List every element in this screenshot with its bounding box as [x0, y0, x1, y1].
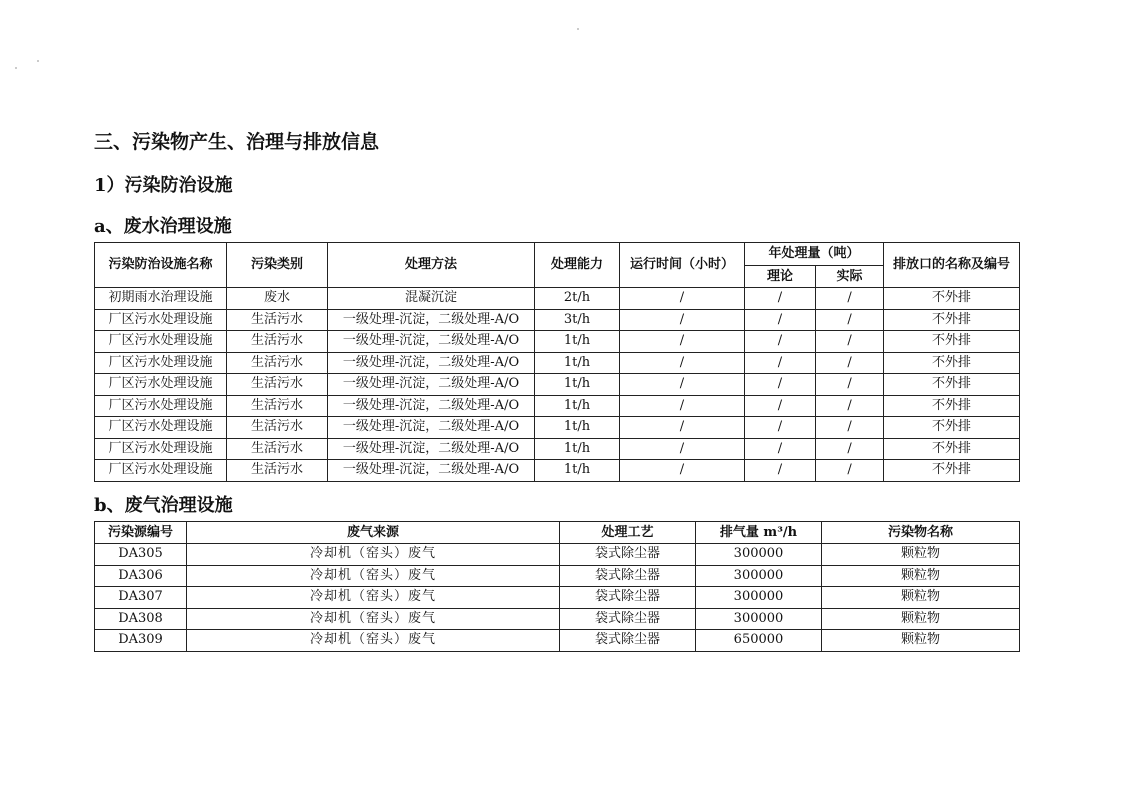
cell-pollution-type: 生活污水 — [227, 374, 328, 396]
cell-theory: / — [745, 331, 816, 353]
col-header-actual: 实际 — [816, 266, 884, 288]
table-row — [95, 565, 1020, 587]
cell-actual: / — [816, 460, 884, 482]
cell-method: 一级处理-沉淀，二级处理-A/O — [328, 395, 535, 417]
cell-theory: / — [745, 417, 816, 439]
cell-gas-source: 冷却机（窑头）废气 — [187, 608, 560, 630]
cell-theory: / — [745, 460, 816, 482]
cell-theory: / — [745, 374, 816, 396]
waste-gas-facilities-table — [94, 521, 1020, 652]
cell-theory: / — [745, 288, 816, 310]
cell-runtime: / — [620, 438, 745, 460]
cell-theory: / — [745, 352, 816, 374]
cell-facility-name: 厂区污水处理设施 — [95, 417, 227, 439]
section-heading: 三、污染物产生、治理与排放信息 — [94, 131, 380, 153]
col-header-runtime: 运行时间（小时） — [620, 243, 745, 288]
scan-speck — [37, 60, 39, 62]
cell-method: 混凝沉淀 — [328, 288, 535, 310]
cell-runtime: / — [620, 395, 745, 417]
cell-outlet: 不外排 — [884, 417, 1020, 439]
cell-facility-name: 厂区污水处理设施 — [95, 438, 227, 460]
cell-capacity: 2t/h — [535, 288, 620, 310]
cell-exhaust-volume: 300000 — [696, 544, 822, 566]
cell-actual: / — [816, 288, 884, 310]
cell-outlet: 不外排 — [884, 460, 1020, 482]
cell-process: 袋式除尘器 — [560, 565, 696, 587]
col-header-pollutant: 污染物名称 — [822, 522, 1020, 544]
cell-actual: / — [816, 417, 884, 439]
cell-capacity: 1t/h — [535, 331, 620, 353]
cell-pollutant: 颗粒物 — [822, 587, 1020, 609]
cell-runtime: / — [620, 352, 745, 374]
cell-theory: / — [745, 309, 816, 331]
cell-outlet: 不外排 — [884, 374, 1020, 396]
table-row — [95, 544, 1020, 566]
cell-pollution-type: 废水 — [227, 288, 328, 310]
cell-actual: / — [816, 438, 884, 460]
cell-capacity: 3t/h — [535, 309, 620, 331]
cell-gas-source: 冷却机（窑头）废气 — [187, 544, 560, 566]
cell-capacity: 1t/h — [535, 352, 620, 374]
table-row — [95, 395, 1020, 417]
cell-actual: / — [816, 309, 884, 331]
cell-capacity: 1t/h — [535, 374, 620, 396]
cell-outlet: 不外排 — [884, 438, 1020, 460]
table-row — [95, 608, 1020, 630]
cell-pollution-type: 生活污水 — [227, 438, 328, 460]
cell-facility-name: 厂区污水处理设施 — [95, 352, 227, 374]
table-row — [95, 460, 1020, 482]
subsection-heading-wastewater: a、废水治理设施 — [94, 216, 232, 237]
cell-capacity: 1t/h — [535, 417, 620, 439]
cell-actual: / — [816, 395, 884, 417]
cell-runtime: / — [620, 309, 745, 331]
cell-pollutant: 颗粒物 — [822, 630, 1020, 652]
cell-pollution-type: 生活污水 — [227, 331, 328, 353]
table-row — [95, 587, 1020, 609]
col-header-process: 处理工艺 — [560, 522, 696, 544]
cell-exhaust-volume: 300000 — [696, 587, 822, 609]
cell-exhaust-volume: 300000 — [696, 565, 822, 587]
cell-runtime: / — [620, 417, 745, 439]
cell-facility-name: 厂区污水处理设施 — [95, 374, 227, 396]
cell-method: 一级处理-沉淀，二级处理-A/O — [328, 331, 535, 353]
table-row — [95, 374, 1020, 396]
cell-theory: / — [745, 395, 816, 417]
cell-gas-source: 冷却机（窑头）废气 — [187, 565, 560, 587]
cell-source-code: DA309 — [95, 630, 187, 652]
col-header-gas-source: 废气来源 — [187, 522, 560, 544]
cell-facility-name: 厂区污水处理设施 — [95, 309, 227, 331]
cell-process: 袋式除尘器 — [560, 608, 696, 630]
scan-speck — [15, 67, 17, 69]
cell-pollution-type: 生活污水 — [227, 460, 328, 482]
cell-method: 一级处理-沉淀，二级处理-A/O — [328, 309, 535, 331]
cell-runtime: / — [620, 374, 745, 396]
cell-process: 袋式除尘器 — [560, 544, 696, 566]
table-row — [95, 630, 1020, 652]
col-header-capacity: 处理能力 — [535, 243, 620, 288]
cell-source-code: DA308 — [95, 608, 187, 630]
cell-capacity: 1t/h — [535, 438, 620, 460]
cell-pollutant: 颗粒物 — [822, 544, 1020, 566]
col-header-method: 处理方法 — [328, 243, 535, 288]
cell-outlet: 不外排 — [884, 352, 1020, 374]
cell-capacity: 1t/h — [535, 395, 620, 417]
cell-method: 一级处理-沉淀，二级处理-A/O — [328, 417, 535, 439]
table-row — [95, 331, 1020, 353]
subsection-heading-facilities: 1）污染防治设施 — [94, 175, 233, 196]
cell-actual: / — [816, 331, 884, 353]
col-header-source-code: 污染源编号 — [95, 522, 187, 544]
cell-source-code: DA305 — [95, 544, 187, 566]
cell-outlet: 不外排 — [884, 288, 1020, 310]
col-header-annual-volume: 年处理量（吨） — [745, 243, 884, 266]
cell-method: 一级处理-沉淀，二级处理-A/O — [328, 352, 535, 374]
cell-process: 袋式除尘器 — [560, 587, 696, 609]
cell-process: 袋式除尘器 — [560, 630, 696, 652]
cell-actual: / — [816, 374, 884, 396]
cell-facility-name: 初期雨水治理设施 — [95, 288, 227, 310]
table-row — [95, 352, 1020, 374]
cell-pollutant: 颗粒物 — [822, 608, 1020, 630]
table-row — [95, 288, 1020, 310]
cell-facility-name: 厂区污水处理设施 — [95, 395, 227, 417]
cell-facility-name: 厂区污水处理设施 — [95, 460, 227, 482]
subsection-heading-waste-gas: b、废气治理设施 — [94, 495, 233, 516]
col-header-facility-name: 污染防治设施名称 — [95, 243, 227, 288]
cell-outlet: 不外排 — [884, 331, 1020, 353]
cell-theory: / — [745, 438, 816, 460]
cell-capacity: 1t/h — [535, 460, 620, 482]
cell-actual: / — [816, 352, 884, 374]
wastewater-facilities-table — [94, 242, 1020, 482]
cell-exhaust-volume: 650000 — [696, 630, 822, 652]
table-row — [95, 438, 1020, 460]
cell-runtime: / — [620, 331, 745, 353]
table-row — [95, 417, 1020, 439]
cell-pollution-type: 生活污水 — [227, 352, 328, 374]
cell-method: 一级处理-沉淀，二级处理-A/O — [328, 438, 535, 460]
cell-pollution-type: 生活污水 — [227, 395, 328, 417]
table-row — [95, 309, 1020, 331]
cell-runtime: / — [620, 288, 745, 310]
cell-runtime: / — [620, 460, 745, 482]
cell-pollution-type: 生活污水 — [227, 417, 328, 439]
cell-gas-source: 冷却机（窑头）废气 — [187, 587, 560, 609]
scan-speck — [577, 28, 579, 30]
cell-source-code: DA306 — [95, 565, 187, 587]
cell-pollution-type: 生活污水 — [227, 309, 328, 331]
col-header-exhaust-volume: 排气量 m³/h — [696, 522, 822, 544]
cell-outlet: 不外排 — [884, 309, 1020, 331]
cell-outlet: 不外排 — [884, 395, 1020, 417]
cell-exhaust-volume: 300000 — [696, 608, 822, 630]
cell-method: 一级处理-沉淀，二级处理-A/O — [328, 460, 535, 482]
col-header-theory: 理论 — [745, 266, 816, 288]
cell-method: 一级处理-沉淀，二级处理-A/O — [328, 374, 535, 396]
cell-facility-name: 厂区污水处理设施 — [95, 331, 227, 353]
col-header-pollution-type: 污染类别 — [227, 243, 328, 288]
cell-pollutant: 颗粒物 — [822, 565, 1020, 587]
col-header-outlet: 排放口的名称及编号 — [884, 243, 1020, 288]
cell-source-code: DA307 — [95, 587, 187, 609]
cell-gas-source: 冷却机（窑头）废气 — [187, 630, 560, 652]
